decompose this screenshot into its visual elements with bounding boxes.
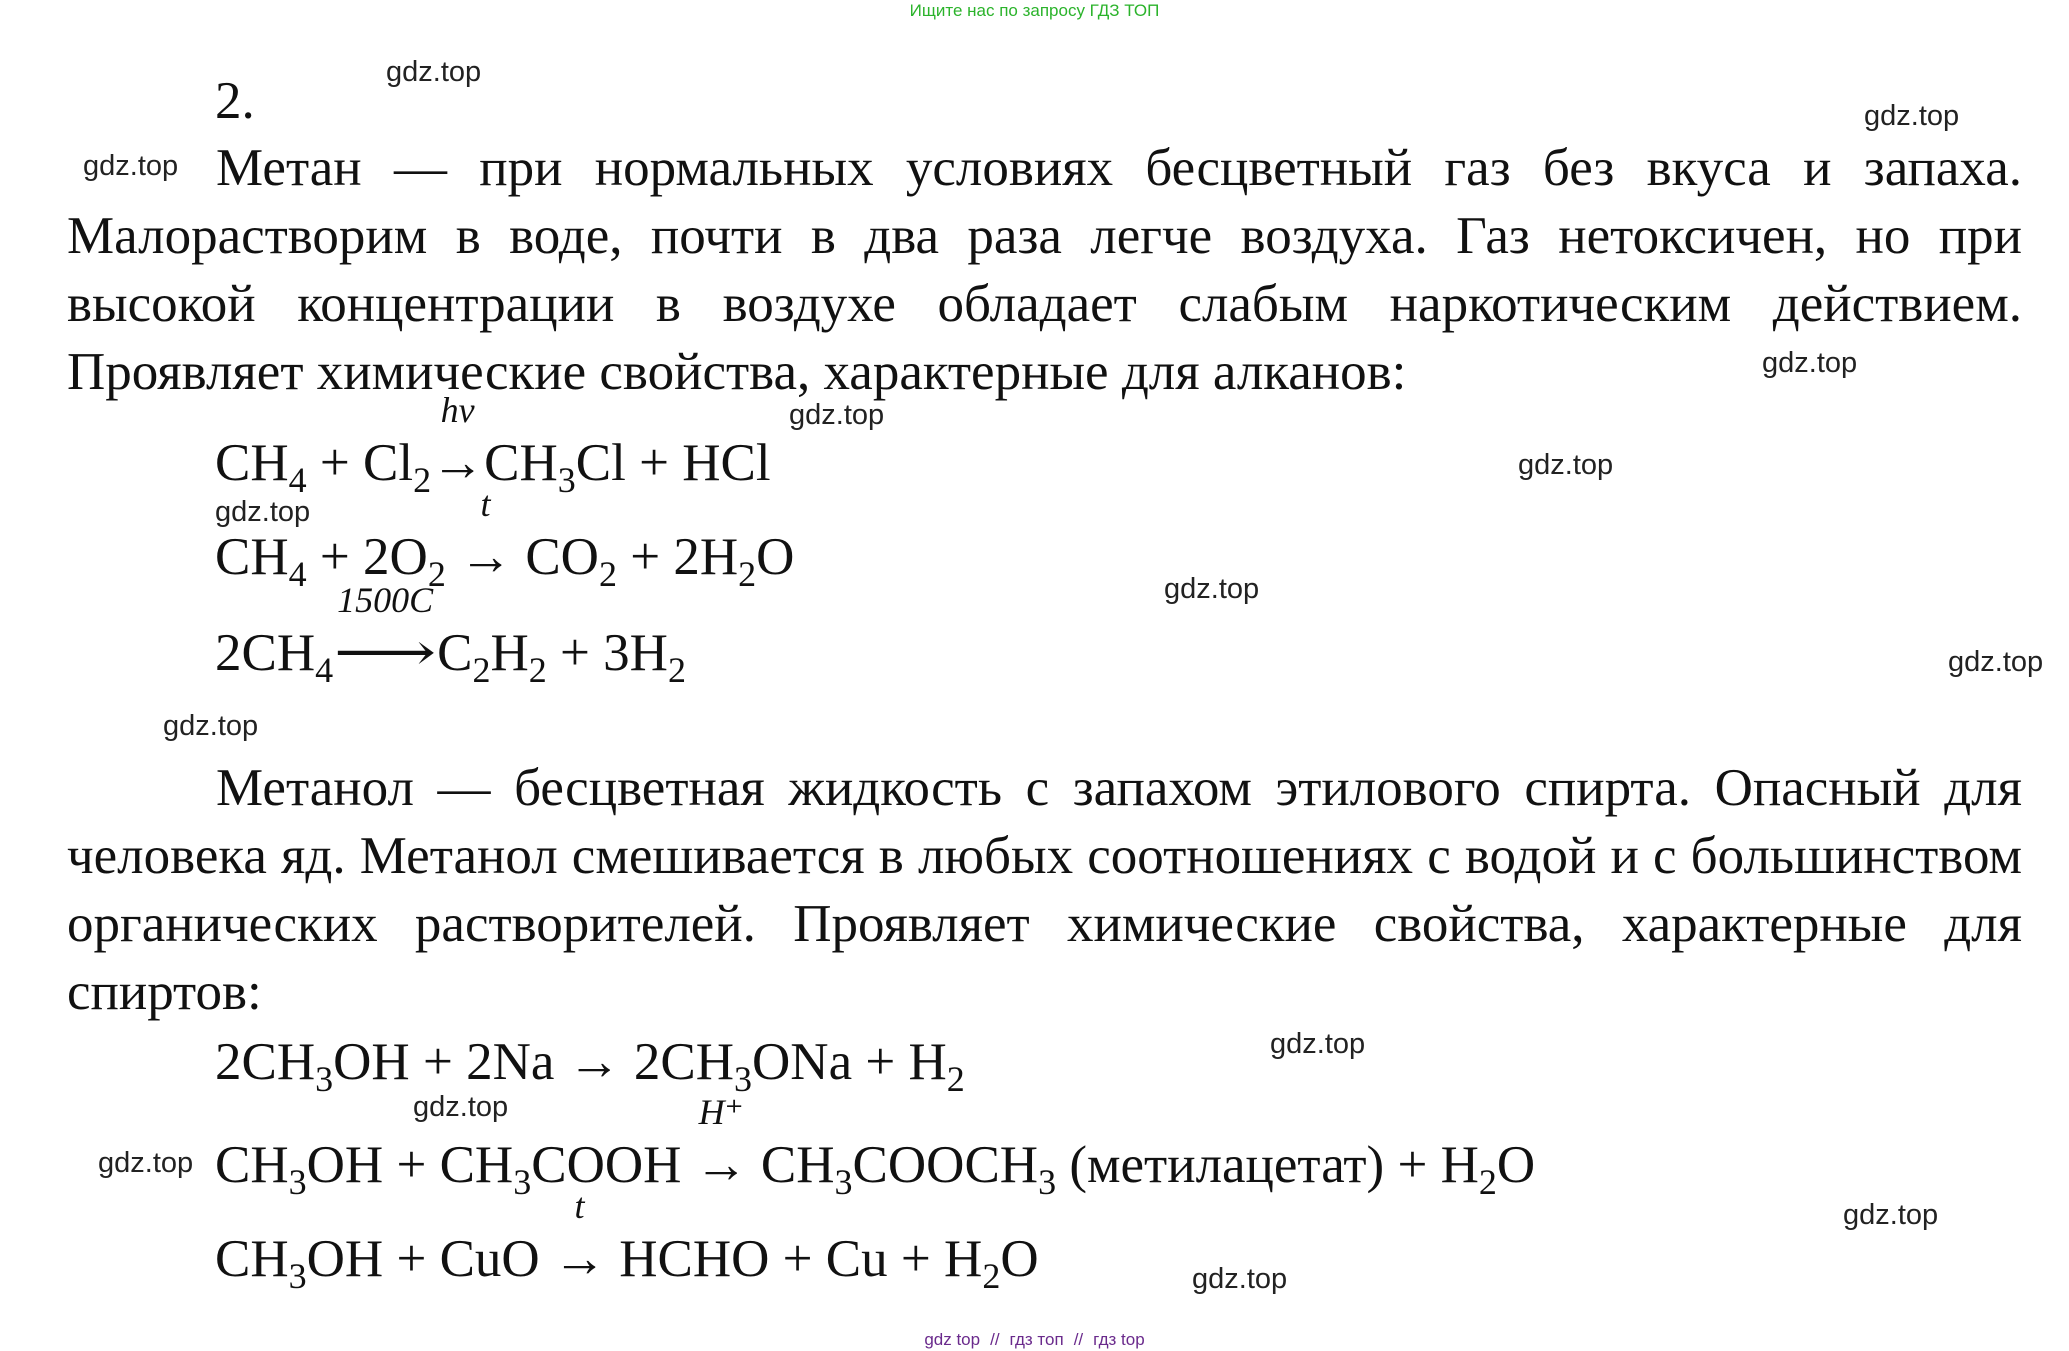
reaction-condition: H⁺	[698, 1092, 744, 1132]
subscript: 2	[982, 1256, 1001, 1296]
watermark: gdz.top	[163, 710, 259, 742]
formula-text: CH	[215, 528, 289, 586]
subscript: 3	[315, 1059, 334, 1099]
watermark: gdz.top	[1762, 347, 1858, 379]
formula-text: CH	[215, 434, 289, 492]
subscript: 2	[427, 554, 446, 594]
subscript: 2	[667, 650, 686, 690]
formula-text: + 2H	[616, 528, 739, 586]
watermark: gdz.top	[1864, 100, 1960, 132]
task-number: 2.	[215, 72, 255, 130]
subscript: 3	[513, 1162, 532, 1202]
formula-text	[446, 528, 459, 586]
formula-text: COOCH	[852, 1136, 1039, 1194]
watermark: gdz.top	[83, 150, 179, 182]
footer-separator: //	[1073, 1330, 1084, 1349]
formula-text: Cl + HCl	[575, 434, 771, 492]
methanol-paragraph: Метанол — бесцветная жидкость с запахом этилового спирта. Опасный для человека яд. Метанол смешивается в любых соотношениях с водой и с большинством органических растворителей. Проявляет химические свойства, характерные для спиртов:	[67, 759, 2022, 1021]
formula-text: (метилацетат) + H	[1056, 1136, 1479, 1194]
arrow-symbol: →	[459, 528, 513, 586]
footer-links	[0, 1330, 2069, 1350]
arrow-symbol: →	[567, 1033, 621, 1091]
formula-text: 2CH	[215, 1033, 316, 1091]
arrow-symbol: →	[694, 1136, 748, 1194]
watermark: gdz.top	[1948, 646, 2044, 678]
formula-text: CO	[512, 528, 599, 586]
arrow-symbol: →	[552, 1230, 606, 1288]
formula-text: O	[1496, 1136, 1536, 1194]
footer-part[interactable]: гдз топ	[1009, 1330, 1064, 1349]
formula-text: CH	[747, 1136, 835, 1194]
reaction-arrow	[694, 1092, 748, 1196]
methanol-equation-sodium	[215, 1031, 965, 1098]
methane-equation-pyrolysis	[215, 580, 686, 690]
reaction-condition: t	[574, 1186, 585, 1226]
footer-part[interactable]: гдз top	[1093, 1330, 1145, 1349]
watermark: gdz.top	[215, 496, 311, 528]
formula-text: CH	[484, 434, 558, 492]
formula-text: 2CH	[215, 624, 316, 682]
formula-text: HCHO + Cu + H	[605, 1230, 983, 1288]
subscript: 4	[288, 460, 307, 500]
reaction-condition: hν	[440, 390, 475, 430]
subscript: 3	[834, 1162, 853, 1202]
formula-text: ONa + H	[752, 1033, 947, 1091]
footer-part[interactable]: gdz top	[924, 1330, 981, 1349]
reaction-arrow	[568, 1031, 621, 1093]
formula-text: CH	[215, 1230, 289, 1288]
formula-text: OH + CuO	[306, 1230, 553, 1288]
reaction-arrow	[431, 390, 485, 494]
arrow-symbol: ⟶	[333, 624, 437, 682]
watermark: gdz.top	[1164, 573, 1260, 605]
methane-paragraph: Метан — при нормальных условиях бесцветный газ без вкуса и запаха. Малорастворим в воде, почти в два раза легче воздуха. Газ нетоксичен, но при высокой концентрации в воздухе обладает слабым наркотическим действием. Проявляет химические свойства, характерные для алканов:	[67, 139, 2022, 401]
subscript: 2	[738, 554, 757, 594]
formula-text: + 3H	[546, 624, 668, 682]
reaction-condition: t	[480, 484, 491, 524]
watermark: gdz.top	[1518, 449, 1614, 481]
watermark: gdz.top	[1192, 1263, 1288, 1295]
watermark: gdz.top	[789, 399, 885, 431]
subscript: 2	[598, 554, 617, 594]
subscript: 4	[315, 650, 334, 690]
formula-text: H	[490, 624, 529, 682]
subscript: 3	[288, 1256, 307, 1296]
subscript: 4	[288, 554, 307, 594]
formula-text: + 2O	[306, 528, 428, 586]
subscript: 3	[288, 1162, 307, 1202]
reaction-arrow	[333, 580, 437, 684]
reaction-arrow	[552, 1186, 606, 1290]
subscript: 2	[528, 650, 547, 690]
formula-text: O	[1000, 1230, 1039, 1288]
reaction-condition: 1500C	[337, 580, 434, 620]
top-banner: Ищите нас по запросу ГДЗ ТОП	[909, 1, 1160, 20]
formula-text: C	[437, 624, 473, 682]
watermark: gdz.top	[413, 1091, 509, 1123]
subscript: 3	[557, 460, 576, 500]
formula-text: OH + 2Na	[333, 1033, 568, 1091]
formula-text: O	[756, 528, 795, 586]
formula-text: CH	[215, 1136, 289, 1194]
watermark: gdz.top	[1843, 1199, 1939, 1231]
subscript: 2	[1478, 1162, 1497, 1202]
footer-separator: //	[990, 1330, 1000, 1349]
subscript: 3	[734, 1059, 753, 1099]
formula-text: + Cl	[306, 434, 414, 492]
formula-text: 2CH	[620, 1033, 735, 1091]
subscript: 2	[472, 650, 491, 690]
subscript: 3	[1038, 1162, 1057, 1202]
methanol-equation-oxidation	[215, 1186, 1039, 1296]
watermark: gdz.top	[1270, 1028, 1366, 1060]
watermark: gdz.top	[386, 56, 482, 88]
reaction-arrow	[459, 484, 513, 588]
formula-text: OH + CH	[306, 1136, 514, 1194]
watermark: gdz.top	[98, 1147, 194, 1179]
subscript: 2	[413, 460, 432, 500]
arrow-symbol: →	[431, 434, 485, 492]
formula-text: COOH	[531, 1136, 695, 1194]
subscript: 2	[946, 1059, 965, 1099]
